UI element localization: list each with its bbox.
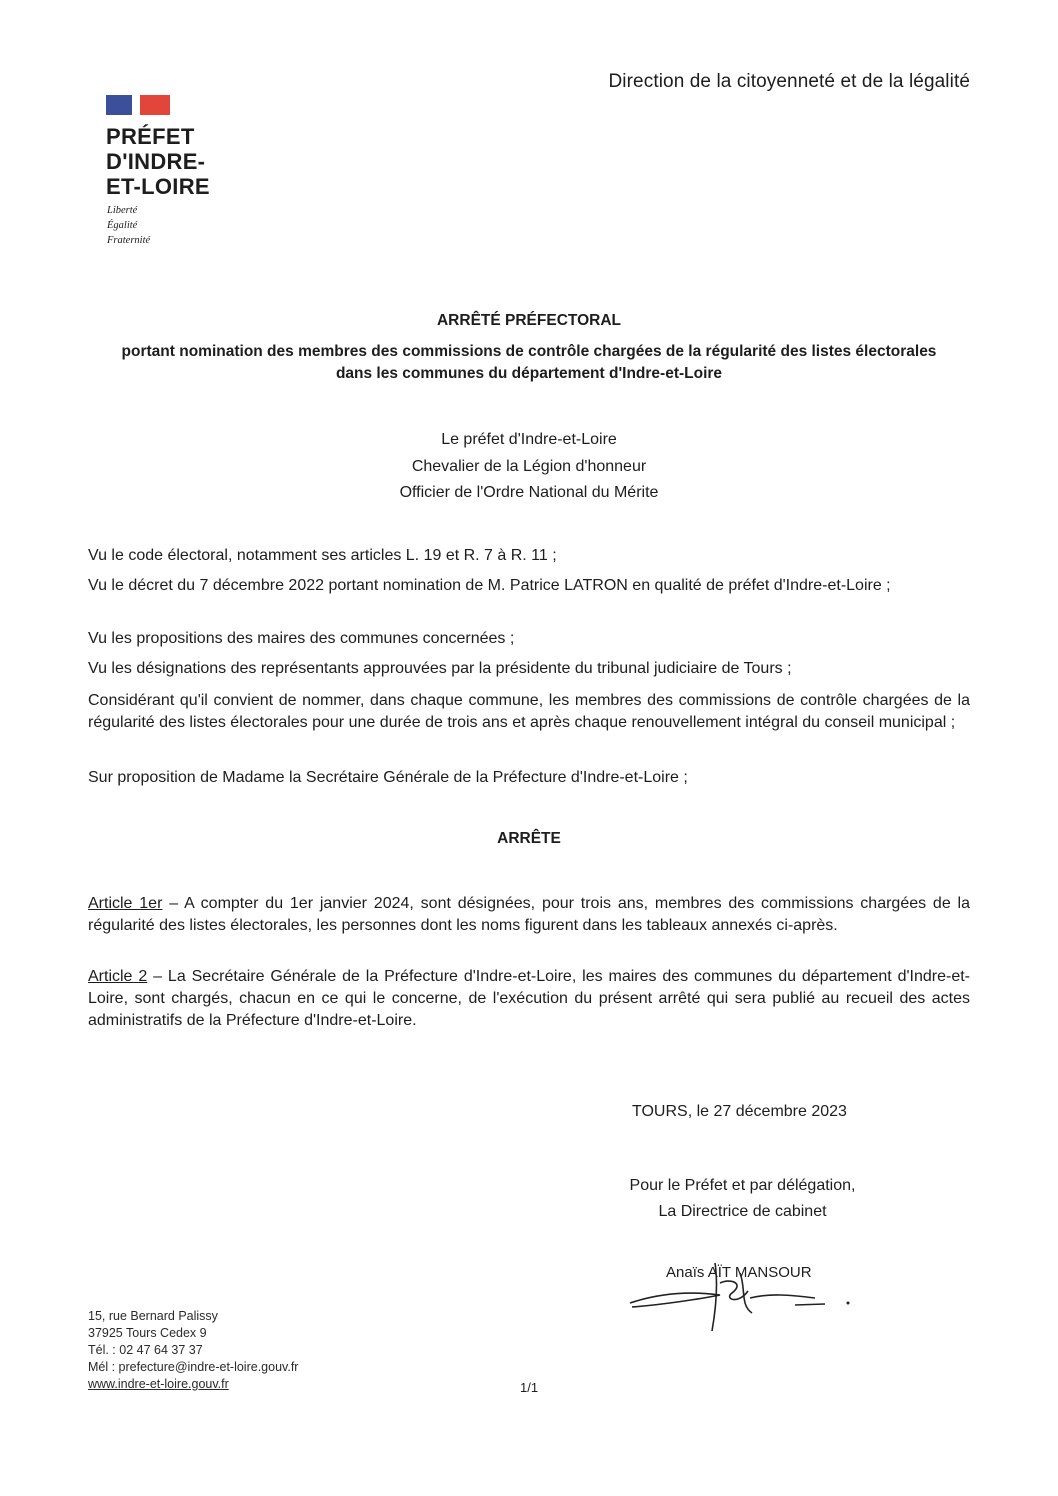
flag-blue-band: [106, 95, 132, 115]
handwritten-signature: [620, 1243, 860, 1338]
signature-line: La Directrice de cabinet: [658, 1203, 827, 1220]
direction-header: Direction de la citoyenneté et de la légalité: [608, 71, 970, 92]
logo-line: D'INDRE-: [106, 149, 206, 174]
flag-red-band: [140, 95, 170, 115]
arrete-heading: ARRÊTE: [497, 830, 561, 847]
footer-phone: Tél. : 02 47 64 37 37: [88, 1343, 203, 1357]
footer-website-link[interactable]: www.indre-et-loire.gouv.fr: [88, 1377, 229, 1391]
article-1: [88, 893, 970, 937]
considerant-item: Vu le code électoral, notamment ses articles L. 19 et R. 7 à R. 11 ;: [88, 547, 557, 564]
signature-line: Pour le Préfet et par délégation,: [629, 1177, 856, 1194]
considerant-item: Vu les désignations des représentants approuvées par la présidente du tribunal judiciaire de Tours ;: [88, 660, 792, 677]
document-subtitle: portant nomination des membres des commissions de contrôle chargées de la régularité des listes électorales dans les communes du département d'Indre-et-Loire: [121, 343, 937, 382]
marianne-flag-logo: [106, 95, 170, 115]
article-2: [88, 966, 970, 1032]
motto-line: Fraternité: [107, 235, 151, 246]
article-text: – La Secrétaire Générale de la Préfecture d'Indre-et-Loire, les maires des communes du département d'Indre-et-Loire, sont chargés, chacun en ce qui le concerne, de l'exécution du présent arrêté qui sera publié au recueil des actes administratifs de la Préfecture d'Indre-et-Loire.: [88, 968, 971, 1029]
footer-contact: [88, 1308, 298, 1393]
logo-line: PRÉFET: [106, 124, 195, 149]
article-text: – A compter du 1er janvier 2024, sont désignées, pour trois ans, membres des commissions chargées de la régularité des listes électorales, les personnes dont les noms figurent dans les tableaux annexés ci-après.: [88, 895, 970, 934]
considerant-item: Sur proposition de Madame la Secrétaire Générale de la Préfecture d'Indre-et-Loire ;: [88, 769, 688, 786]
motto-line: Liberté: [107, 205, 138, 216]
authority-line: Chevalier de la Légion d'honneur: [411, 457, 647, 475]
article-label: Article 1er: [88, 895, 163, 912]
signatory-name: Anaïs AÏT MANSOUR: [666, 1264, 812, 1281]
flag-white-band: [132, 95, 140, 115]
logo-line: ET-LOIRE: [106, 174, 210, 199]
considerant-item: Considérant qu'il convient de nommer, dans chaque commune, les membres des commissions de contrôle chargées de la régularité des listes électorales pour une durée de trois ans et après chaque renouvellement intégral du conseil municipal ;: [88, 692, 970, 731]
prefet-logo-text: [106, 124, 210, 199]
footer-address: 15, rue Bernard Palissy: [88, 1309, 218, 1323]
signature-block: [590, 1173, 895, 1225]
place-date: TOURS, le 27 décembre 2023: [632, 1103, 847, 1120]
motto-line: Égalité: [107, 220, 138, 231]
authority-block: [0, 427, 1058, 507]
considerant-item: Vu le décret du 7 décembre 2022 portant nomination de M. Patrice LATRON en qualité de préfet d'Indre-et-Loire ;: [88, 577, 891, 594]
authority-line: Officier de l'Ordre National du Mérite: [399, 484, 659, 501]
republic-motto: [107, 203, 150, 248]
document-title: ARRÊTÉ PRÉFECTORAL: [436, 312, 621, 329]
footer-email[interactable]: Mél : prefecture@indre-et-loire.gouv.fr: [88, 1360, 299, 1374]
article-label: Article 2: [88, 968, 148, 985]
page-number: 1/1: [520, 1380, 539, 1395]
footer-postcode: 37925 Tours Cedex 9: [88, 1326, 207, 1340]
considerant-item: Vu les propositions des maires des communes concernées ;: [88, 630, 515, 647]
authority-line: Le préfet d'Indre-et-Loire: [441, 431, 617, 448]
